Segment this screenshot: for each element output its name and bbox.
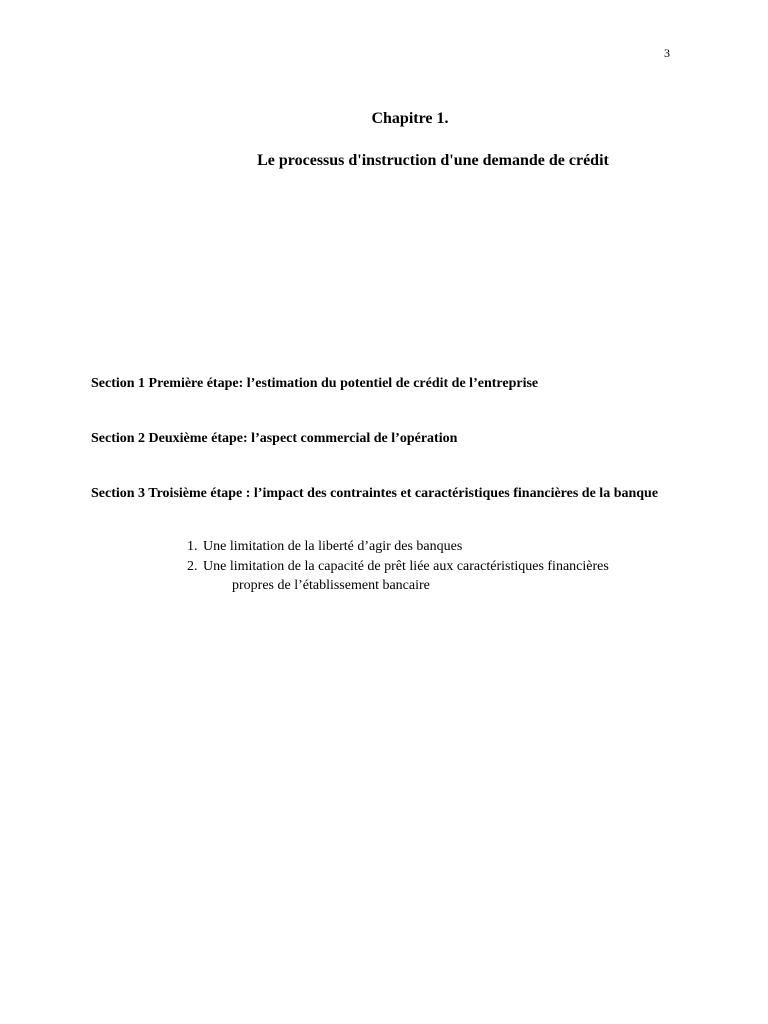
numbered-list — [187, 537, 667, 596]
list-item-text: Une limitation de la capacité de prêt liée aux caractéristiques financières — [203, 558, 609, 574]
list-item-2 — [187, 557, 667, 596]
section-2-heading: Section 2 Deuxième étape: l’aspect commercial de l’opération — [91, 431, 458, 446]
list-item-text: Une limitation de la liberté d’agir des banques — [203, 539, 463, 554]
list-item-continuation: propres de l’établissement bancaire — [232, 578, 430, 593]
section-1-heading: Section 1 Première étape: l’estimation du potentiel de crédit de l’entreprise — [91, 376, 539, 391]
list-item-number: 2. — [187, 558, 198, 574]
page-number: 3 — [664, 46, 670, 60]
section-3-heading: Section 3 Troisième étape : l’impact des contraintes et caractéristiques financières de la banque — [91, 486, 659, 501]
chapter-title: Le processus d'instruction d'une demande de crédit — [257, 152, 609, 169]
list-item-number: 1. — [187, 539, 198, 554]
list-item-1 — [187, 537, 667, 557]
chapter-label: Chapitre 1. — [371, 110, 449, 127]
